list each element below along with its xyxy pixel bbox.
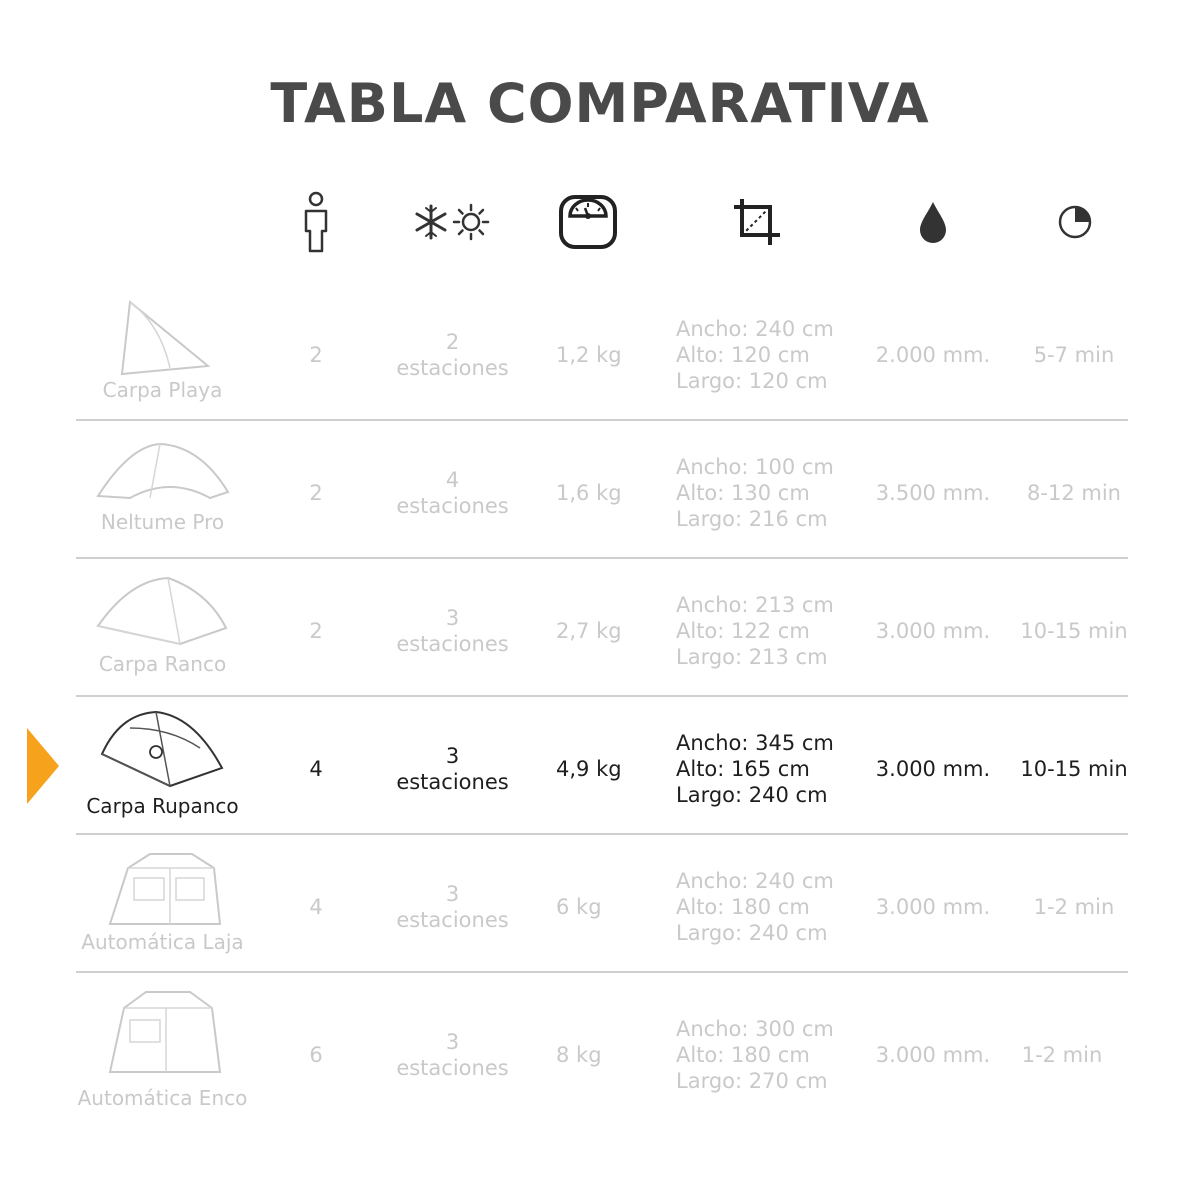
weight-value: 1,6 kg [556,481,622,505]
product-name: Carpa Rupanco [86,794,239,818]
product-name: Automática Enco [77,1086,248,1110]
product-name: Automática Laja [81,930,244,954]
weight-value: 6 kg [556,895,602,919]
dimensions-value: Ancho: 100 cm Alto: 130 cm Largo: 216 cm [676,455,834,531]
tent-image [90,294,240,380]
seasons-value: 3 estaciones [396,744,509,794]
product-name: Carpa Ranco [98,652,227,676]
scale-icon [556,190,620,254]
product-name: Neltume Pro [100,510,225,534]
persons-value: 2 [309,343,323,367]
persons-value: 2 [309,481,323,505]
seasons-value: 2 estaciones [396,330,509,380]
row-divider [76,419,1128,421]
table-row [0,290,1200,420]
weight-value: 4,9 kg [556,757,622,781]
table-row-selected [0,704,1200,834]
tent-image [90,848,240,934]
water-column-value: 3.000 mm. [875,619,991,643]
dimensions-value: Ancho: 213 cm Alto: 122 cm Largo: 213 cm [676,593,834,669]
snowflake-icon [412,190,450,254]
row-divider [76,695,1128,697]
weight-value: 1,2 kg [556,343,622,367]
setup-time-value: 10-15 min [1020,757,1128,781]
dimensions-value: Ancho: 345 cm Alto: 165 cm Largo: 240 cm [676,731,834,807]
setup-time-value: 8-12 min [1027,481,1121,505]
dimensions-value: Ancho: 300 cm Alto: 180 cm Largo: 270 cm [676,1017,834,1093]
water-column-value: 2.000 mm. [875,343,991,367]
setup-time-value: 1-2 min [1021,1043,1103,1067]
table-row [0,566,1200,696]
water-column-value: 3.000 mm. [875,895,991,919]
tent-image [90,988,240,1074]
persons-value: 6 [309,1043,323,1067]
seasons-value: 3 estaciones [396,882,509,932]
water-column-value: 3.000 mm. [875,1043,991,1067]
sun-icon [452,190,490,254]
setup-time-value: 10-15 min [1020,619,1128,643]
page-title: TABLA COMPARATIVA [270,72,930,135]
seasons-value: 3 estaciones [396,1030,509,1080]
water-drop-icon [914,190,952,254]
weight-value: 2,7 kg [556,619,622,643]
table-row [0,428,1200,558]
tent-image [90,708,240,794]
seasons-value: 4 estaciones [396,468,509,518]
seasons-value: 3 estaciones [396,606,509,656]
row-divider [76,557,1128,559]
setup-time-value: 5-7 min [1033,343,1115,367]
clock-icon [1056,190,1094,254]
persons-value: 2 [309,619,323,643]
row-divider [76,833,1128,835]
table-row [0,980,1200,1130]
row-divider [76,971,1128,973]
weight-value: 8 kg [556,1043,602,1067]
dimensions-value: Ancho: 240 cm Alto: 120 cm Largo: 120 cm [676,317,834,393]
dimensions-icon [730,190,784,254]
tent-image [90,572,240,658]
table-row [0,842,1200,972]
product-name: Carpa Playa [102,378,223,402]
person-icon [296,190,336,254]
dimensions-value: Ancho: 240 cm Alto: 180 cm Largo: 240 cm [676,869,834,945]
water-column-value: 3.000 mm. [875,757,991,781]
persons-value: 4 [309,757,323,781]
setup-time-value: 1-2 min [1033,895,1115,919]
water-column-value: 3.500 mm. [875,481,991,505]
persons-value: 4 [309,895,323,919]
